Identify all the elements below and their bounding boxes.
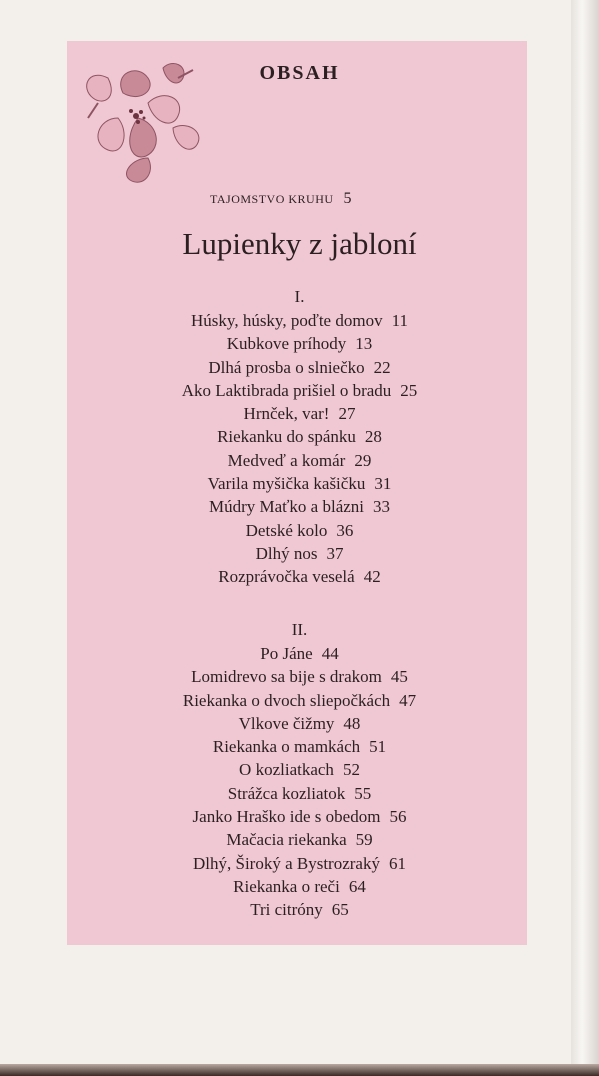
entry-title: Dlhý nos [255, 543, 318, 563]
toc-entry[interactable] [0, 356, 599, 379]
toc-entry[interactable] [0, 495, 599, 518]
toc-entry[interactable] [0, 735, 599, 758]
entry-title: Medveď a komár [227, 450, 346, 470]
intro-page: 5 [343, 190, 353, 207]
entry-title: O kozliatkach [239, 760, 334, 780]
toc-entry[interactable] [0, 519, 599, 542]
entry-page: 36 [336, 520, 354, 540]
toc-entry[interactable] [0, 309, 599, 332]
entry-page: 33 [373, 497, 391, 517]
toc-entry[interactable] [0, 852, 599, 875]
entry-title: Varila myšička kašičku [207, 474, 366, 494]
toc-entry[interactable] [0, 472, 599, 495]
entry-page: 52 [342, 760, 360, 780]
toc-entry[interactable] [0, 689, 599, 712]
entry-title: Detské kolo [245, 520, 328, 540]
toc-entry[interactable] [0, 805, 599, 828]
entry-page: 61 [388, 853, 406, 873]
entry-title: Húsky, húsky, poďte domov [191, 311, 383, 330]
toc-entry[interactable] [0, 712, 599, 735]
toc-entry[interactable] [0, 758, 599, 781]
entry-title: Riekanka o mamkách [212, 737, 361, 757]
book-title: Lupienky z jabloní [182, 226, 417, 261]
toc-entry[interactable] [0, 402, 599, 425]
entry-title: Hrnček, var! [243, 404, 330, 424]
entry-page: 42 [363, 567, 381, 587]
toc-entry[interactable] [0, 332, 599, 355]
entry-page: 22 [373, 357, 391, 377]
toc-heading: OBSAH [259, 62, 340, 84]
toc-entry[interactable] [0, 449, 599, 472]
toc-entry[interactable] [0, 828, 599, 851]
entry-title: Rozprávočka veselá [218, 567, 355, 587]
section-label: I. [294, 287, 305, 306]
section-label: II. [291, 620, 308, 639]
entry-title: Vlkove čižmy [238, 713, 335, 733]
entry-title: Múdry Maťko a blázni [208, 497, 365, 517]
intro-title: TAJOMSTVO KRUHU [210, 192, 334, 206]
entry-page: 29 [354, 450, 372, 470]
entry-title: Tri citróny [250, 900, 323, 920]
entry-page: 47 [399, 690, 417, 710]
entry-title: Ako Laktibrada prišiel o bradu [181, 380, 392, 400]
entry-page: 64 [348, 876, 366, 896]
toc-entry[interactable] [0, 642, 599, 665]
entry-page: 31 [374, 474, 392, 494]
entry-page: 48 [343, 713, 361, 733]
entry-page: 65 [331, 900, 349, 920]
intro-entry[interactable] [210, 190, 352, 208]
entry-title: Janko Hraško ide s obedom [192, 807, 381, 827]
entry-title: Riekanku do spánku [217, 427, 356, 447]
entry-page: 59 [355, 830, 373, 850]
entry-title: Dlhá prosba o slniečko [208, 357, 365, 377]
toc-entry[interactable] [0, 379, 599, 402]
toc-section-1 [0, 285, 599, 589]
toc-entry[interactable] [0, 565, 599, 588]
toc-entry[interactable] [0, 898, 599, 921]
entry-page: 13 [355, 334, 373, 354]
entry-page: 55 [354, 783, 372, 803]
entry-page: 45 [390, 667, 408, 687]
entry-title: Strážca kozliatok [227, 783, 346, 803]
entry-title: Kubkove príhody [226, 334, 347, 354]
toc-entry[interactable] [0, 542, 599, 565]
toc-entry[interactable] [0, 425, 599, 448]
entry-title: Riekanka o reči [233, 876, 340, 896]
toc-entry[interactable] [0, 665, 599, 688]
book-bottom-edge [0, 1064, 599, 1076]
entry-page: 25 [400, 380, 418, 400]
entry-title: Lomidrevo sa bije s drakom [191, 667, 382, 687]
toc-section-2 [0, 618, 599, 922]
entry-page: 51 [369, 737, 387, 757]
entry-title: Mačacia riekanka [226, 830, 347, 850]
entry-title: Dlhý, Široký a Bystrozraký [193, 853, 380, 873]
entry-page: 11 [391, 311, 408, 330]
entry-title: Riekanka o dvoch sliepočkách [182, 690, 391, 710]
entry-page: 37 [326, 543, 344, 563]
entry-title: Po Jáne [260, 644, 313, 663]
entry-page: 27 [338, 404, 356, 424]
toc-entry[interactable] [0, 782, 599, 805]
toc-entry[interactable] [0, 875, 599, 898]
entry-page: 44 [321, 644, 339, 663]
entry-page: 28 [364, 427, 382, 447]
entry-page: 56 [389, 807, 407, 827]
